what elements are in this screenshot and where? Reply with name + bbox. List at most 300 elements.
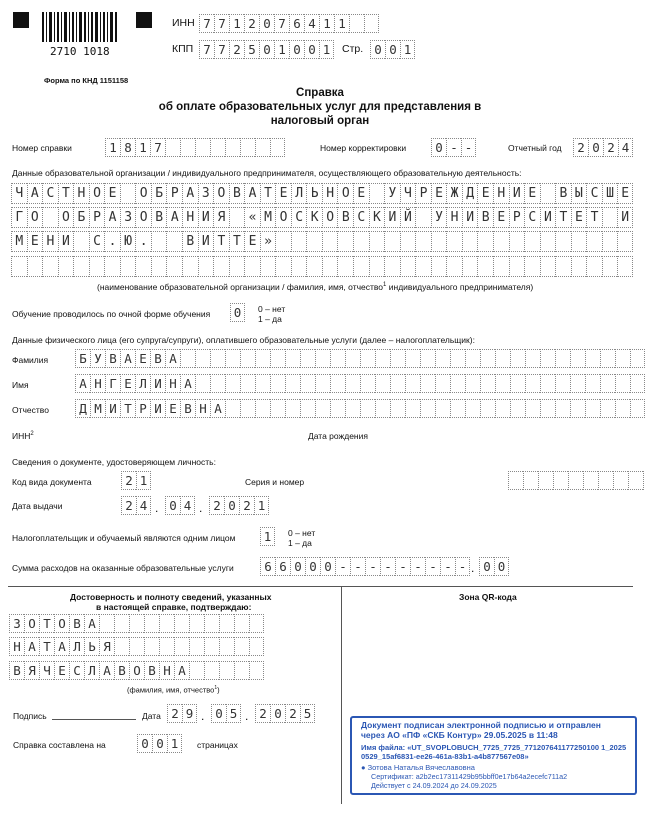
char-cell: [270, 399, 285, 418]
char-cell: [586, 256, 602, 277]
char-cell: З: [198, 183, 214, 204]
char-cell: [431, 256, 447, 277]
char-cell: 2: [285, 704, 300, 723]
char-cell: А: [180, 374, 195, 393]
char-cell: Я: [24, 661, 39, 680]
pages-label: Справка составлена на: [13, 740, 106, 750]
char-cell: [477, 256, 493, 277]
char-cell: В: [150, 349, 165, 368]
char-cell: Е: [353, 183, 369, 204]
char-cell: Е: [431, 183, 447, 204]
char-cell: [495, 349, 510, 368]
year-label: Отчетный год: [508, 143, 562, 153]
org-caption-tail: индивидуального предпринимателя): [386, 282, 534, 292]
amount-kop-cells: [479, 557, 509, 576]
char-cell: 0: [290, 557, 305, 576]
char-cell: [523, 471, 538, 490]
char-cell: В: [69, 614, 84, 633]
char-cell: Ь: [306, 183, 322, 204]
char-cell: [120, 256, 136, 277]
char-cell: [360, 349, 375, 368]
page-cells: [370, 40, 415, 59]
char-cell: [555, 374, 570, 393]
char-cell: Ч: [39, 661, 54, 680]
char-cell: В: [144, 661, 159, 680]
char-cell: -: [440, 557, 455, 576]
char-cell: О: [129, 661, 144, 680]
date-part: [211, 704, 241, 723]
char-cell: Л: [84, 661, 99, 680]
char-cell: [330, 399, 345, 418]
char-cell: [360, 399, 375, 418]
char-cell: С: [89, 231, 105, 252]
barcode-number: 2710 1018: [50, 45, 110, 58]
char-cell: Л: [135, 374, 150, 393]
char-cell: 5: [300, 704, 315, 723]
char-cell: [195, 349, 210, 368]
char-cell: [306, 256, 322, 277]
char-cell: И: [105, 399, 120, 418]
char-cell: В: [555, 183, 571, 204]
char-cell: Д: [75, 399, 90, 418]
stamp-valid: Действует с 24.09.2024 до 24.09.2025: [371, 781, 497, 790]
char-cell: [509, 231, 525, 252]
char-cell: 2: [121, 471, 136, 490]
char-cell: Е: [493, 207, 509, 228]
char-cell: В: [9, 661, 24, 680]
char-cell: А: [165, 349, 180, 368]
date-part: [121, 496, 151, 515]
char-cell: [229, 256, 245, 277]
char-cell: [375, 374, 390, 393]
char-cell: 0: [152, 734, 167, 753]
char-cell: [615, 374, 630, 393]
char-cell: [73, 231, 89, 252]
confirm-line-2: в настоящей справке, подтверждаю:: [96, 602, 252, 612]
char-cell: [99, 614, 114, 633]
char-cell: [300, 374, 315, 393]
char-cell: [144, 614, 159, 633]
char-cell: [104, 256, 120, 277]
char-cell: 1: [334, 14, 349, 33]
char-cell: С: [42, 183, 58, 204]
char-cell: Н: [446, 207, 462, 228]
char-cell: Ы: [571, 183, 587, 204]
char-cell: [602, 231, 618, 252]
char-cell: [189, 614, 204, 633]
char-cell: [240, 138, 255, 157]
char-cell: [628, 471, 643, 490]
char-cell: [630, 349, 645, 368]
char-cell: [525, 399, 540, 418]
char-cell: А: [104, 207, 120, 228]
year-cells: [573, 138, 633, 157]
char-cell: [349, 14, 364, 33]
document-title: [120, 86, 520, 128]
char-cell: [586, 231, 602, 252]
char-cell: 0: [211, 704, 226, 723]
char-cell: И: [462, 207, 478, 228]
char-cell: С: [586, 183, 602, 204]
char-cell: [195, 138, 210, 157]
char-cell: [450, 374, 465, 393]
char-cell: [480, 374, 495, 393]
char-cell: [275, 231, 291, 252]
char-cell: 2: [603, 138, 618, 157]
char-cell: [210, 374, 225, 393]
payer-label: Данные физического лица (его супруга/супруги), оплатившего образовательные услуги (далее – налогоплательщик):: [12, 335, 475, 345]
sign-date-label: Дата: [142, 711, 161, 721]
char-cell: Т: [39, 614, 54, 633]
char-cell: Н: [73, 183, 89, 204]
stamp-file-2: 0529_15af6831-ee26-461a-83b1-a4b877567e08»: [361, 752, 529, 761]
char-cell: Д: [462, 183, 478, 204]
char-cell: К: [369, 207, 385, 228]
title-line-1: Справка: [296, 87, 344, 99]
char-cell: [390, 349, 405, 368]
char-cell: [555, 399, 570, 418]
char-cell: [315, 349, 330, 368]
char-cell: [509, 256, 525, 277]
char-cell: Е: [617, 183, 633, 204]
char-cell: [480, 399, 495, 418]
char-cell: [390, 374, 405, 393]
char-cell: [480, 349, 495, 368]
char-cell: О: [24, 614, 39, 633]
char-cell: [337, 256, 353, 277]
char-cell: 0: [479, 557, 494, 576]
stamp-signer-row: [361, 763, 629, 772]
date-part: [209, 496, 269, 515]
char-cell: Р: [166, 183, 182, 204]
char-cell: 4: [304, 14, 319, 33]
char-cell: [114, 614, 129, 633]
char-cell: [493, 231, 509, 252]
char-cell: [300, 349, 315, 368]
char-cell: [570, 374, 585, 393]
char-cell: [234, 661, 249, 680]
char-cell: Я: [99, 637, 114, 656]
qr-zone-title: Зона QR-кода: [459, 592, 517, 602]
char-cell: [189, 661, 204, 680]
char-cell: Е: [477, 183, 493, 204]
char-cell: [353, 256, 369, 277]
char-cell: Н: [42, 231, 58, 252]
char-cell: 8: [120, 138, 135, 157]
char-cell: 5: [244, 40, 259, 59]
date-part: [165, 496, 195, 515]
pages-cells: [137, 734, 182, 753]
date-dot: .: [201, 709, 205, 723]
char-cell: Н: [182, 207, 198, 228]
char-cell: [182, 256, 198, 277]
char-cell: [415, 231, 431, 252]
char-cell: [553, 471, 568, 490]
char-cell: [285, 349, 300, 368]
char-cell: [322, 256, 338, 277]
char-cell: Я: [213, 207, 229, 228]
char-cell: Е: [524, 183, 540, 204]
char-cell: [540, 374, 555, 393]
char-cell: В: [182, 231, 198, 252]
same-person-cell: [260, 527, 275, 546]
char-cell: [255, 374, 270, 393]
char-cell: [630, 374, 645, 393]
char-cell: [219, 637, 234, 656]
char-cell: И: [198, 231, 214, 252]
char-cell: 2: [121, 496, 136, 515]
char-cell: А: [210, 399, 225, 418]
page-label: Стр.: [342, 43, 364, 55]
char-cell: О: [54, 614, 69, 633]
char-cell: [571, 256, 587, 277]
char-cell: [180, 138, 195, 157]
char-cell: С: [524, 207, 540, 228]
char-cell: В: [151, 207, 167, 228]
char-cell: [431, 231, 447, 252]
char-cell: Л: [291, 183, 307, 204]
fulltime-label: Обучение проводилось по очной форме обучения: [12, 309, 211, 319]
char-cell: [465, 374, 480, 393]
char-cell: 7: [214, 14, 229, 33]
char-cell: [129, 614, 144, 633]
char-cell: Ч: [400, 183, 416, 204]
char-cell: Р: [89, 207, 105, 228]
char-cell: [42, 256, 58, 277]
char-cell: 0: [259, 40, 274, 59]
char-cell: [291, 256, 307, 277]
cert-number-cells: [105, 138, 285, 157]
char-cell: И: [617, 207, 633, 228]
char-cell: М: [11, 231, 27, 252]
org-name-row: [11, 256, 633, 277]
char-cell: У: [90, 349, 105, 368]
char-cell: 1: [319, 40, 334, 59]
char-cell: А: [182, 183, 198, 204]
char-cell: И: [198, 207, 214, 228]
char-cell: Г: [105, 374, 120, 393]
char-cell: 1: [260, 527, 275, 546]
char-cell: 6: [289, 14, 304, 33]
char-cell: У: [384, 183, 400, 204]
char-cell: [322, 231, 338, 252]
char-cell: 0: [270, 704, 285, 723]
char-cell: Е: [244, 231, 260, 252]
char-cell: М: [260, 207, 276, 228]
char-cell: Б: [73, 207, 89, 228]
char-cell: -: [365, 557, 380, 576]
char-cell: 4: [618, 138, 633, 157]
date-part: [255, 704, 315, 723]
char-cell: А: [99, 661, 114, 680]
patronymic-label: Отчество: [12, 405, 49, 415]
char-cell: [540, 256, 556, 277]
char-cell: -: [455, 557, 470, 576]
char-cell: [477, 231, 493, 252]
char-cell: 2: [244, 14, 259, 33]
char-cell: [630, 399, 645, 418]
signer-caption-tail: ): [217, 685, 220, 695]
barcode: [40, 12, 120, 48]
char-cell: »: [260, 231, 276, 252]
char-cell: [330, 349, 345, 368]
char-cell: [462, 231, 478, 252]
char-cell: [166, 231, 182, 252]
signer-caption-main: (фамилия, имя, отчество: [127, 685, 215, 695]
char-cell: [240, 399, 255, 418]
char-cell: [225, 349, 240, 368]
char-cell: Е: [54, 661, 69, 680]
char-cell: 2: [209, 496, 224, 515]
char-cell: [524, 256, 540, 277]
char-cell: Н: [90, 374, 105, 393]
char-cell: Т: [229, 231, 245, 252]
header-kpp-cells: [199, 40, 334, 59]
char-cell: [585, 349, 600, 368]
fulltime-cell: [230, 303, 245, 322]
char-cell: [495, 399, 510, 418]
pages-tail: страницах: [197, 740, 238, 750]
char-cell: .: [104, 231, 120, 252]
signer-caption: [127, 685, 220, 695]
char-cell: Н: [493, 183, 509, 204]
char-cell: [583, 471, 598, 490]
char-cell: [159, 637, 174, 656]
char-cell: [234, 614, 249, 633]
char-cell: [405, 349, 420, 368]
series-cells: [508, 471, 645, 490]
org-caption: [97, 282, 533, 292]
char-cell: [540, 183, 556, 204]
char-cell: Е: [275, 183, 291, 204]
char-cell: [120, 183, 136, 204]
header-inn-cells: [199, 14, 379, 33]
char-cell: [602, 256, 618, 277]
date-part: [167, 704, 197, 723]
char-cell: 0: [259, 14, 274, 33]
char-cell: 1: [229, 14, 244, 33]
char-cell: [600, 374, 615, 393]
doc-label: Сведения о документе, удостоверяющем личность:: [12, 457, 216, 467]
char-cell: [420, 399, 435, 418]
char-cell: -: [380, 557, 395, 576]
char-cell: 4: [180, 496, 195, 515]
char-cell: Т: [555, 207, 571, 228]
title-line-3: налоговый орган: [270, 115, 370, 127]
char-cell: [291, 231, 307, 252]
char-cell: О: [275, 207, 291, 228]
char-cell: 2: [239, 496, 254, 515]
form-code: Форма по КНД 1151158: [44, 76, 129, 85]
char-cell: Л: [69, 637, 84, 656]
char-cell: [375, 399, 390, 418]
char-cell: [240, 374, 255, 393]
char-cell: 4: [136, 496, 151, 515]
series-label: Серия и номер: [245, 477, 305, 487]
char-cell: У: [431, 207, 447, 228]
char-cell: [390, 399, 405, 418]
char-cell: [384, 256, 400, 277]
char-cell: [613, 471, 628, 490]
same-person-opt1: 0 – нет: [288, 528, 316, 538]
char-cell: [58, 256, 74, 277]
char-cell: [555, 256, 571, 277]
char-cell: [538, 471, 553, 490]
char-cell: 6: [275, 557, 290, 576]
char-cell: [129, 637, 144, 656]
char-cell: 1: [274, 40, 289, 59]
date-dot: .: [155, 501, 159, 515]
char-cell: А: [166, 207, 182, 228]
char-cell: [174, 637, 189, 656]
char-cell: 1: [254, 496, 269, 515]
char-cell: Е: [120, 374, 135, 393]
char-cell: [571, 231, 587, 252]
char-cell: О: [89, 183, 105, 204]
char-cell: [568, 471, 583, 490]
char-cell: Н: [165, 374, 180, 393]
char-cell: 1: [135, 138, 150, 157]
char-cell: 5: [226, 704, 241, 723]
char-cell: Ш: [602, 183, 618, 204]
char-cell: В: [105, 349, 120, 368]
char-cell: [114, 637, 129, 656]
char-cell: [249, 637, 264, 656]
amount-dot: .: [471, 561, 475, 575]
char-cell: [384, 231, 400, 252]
char-cell: 7: [150, 138, 165, 157]
column-divider: [341, 586, 342, 804]
char-cell: [135, 256, 151, 277]
kpp-label: КПП: [172, 43, 194, 55]
stamp-cert: Сертификат: a2b2ec17311429b95bbff0e17b64a2ecefc711a2: [371, 772, 568, 781]
char-cell: [300, 399, 315, 418]
char-cell: 1: [400, 40, 415, 59]
char-cell: Е: [104, 183, 120, 204]
char-cell: С: [353, 207, 369, 228]
char-cell: [345, 374, 360, 393]
org-caption-sup: 1: [383, 282, 387, 289]
char-cell: 7: [274, 14, 289, 33]
char-cell: В: [337, 207, 353, 228]
char-cell: [617, 256, 633, 277]
char-cell: 7: [199, 40, 214, 59]
char-cell: И: [540, 207, 556, 228]
char-cell: 0: [494, 557, 509, 576]
char-cell: [315, 374, 330, 393]
char-cell: И: [150, 399, 165, 418]
char-cell: [204, 661, 219, 680]
char-cell: А: [27, 183, 43, 204]
char-cell: [144, 637, 159, 656]
char-cell: [151, 231, 167, 252]
char-cell: [369, 231, 385, 252]
signer-surname-cells: [9, 614, 264, 633]
char-cell: [270, 138, 285, 157]
char-cell: 2: [255, 704, 270, 723]
char-cell: [353, 231, 369, 252]
date-dot: .: [245, 709, 249, 723]
char-cell: [225, 138, 240, 157]
payer-surname-cells: [75, 349, 645, 368]
char-cell: 2: [573, 138, 588, 157]
char-cell: [73, 256, 89, 277]
char-cell: В: [180, 399, 195, 418]
char-cell: [420, 349, 435, 368]
char-cell: -: [395, 557, 410, 576]
char-cell: [11, 256, 27, 277]
char-cell: Б: [151, 183, 167, 204]
